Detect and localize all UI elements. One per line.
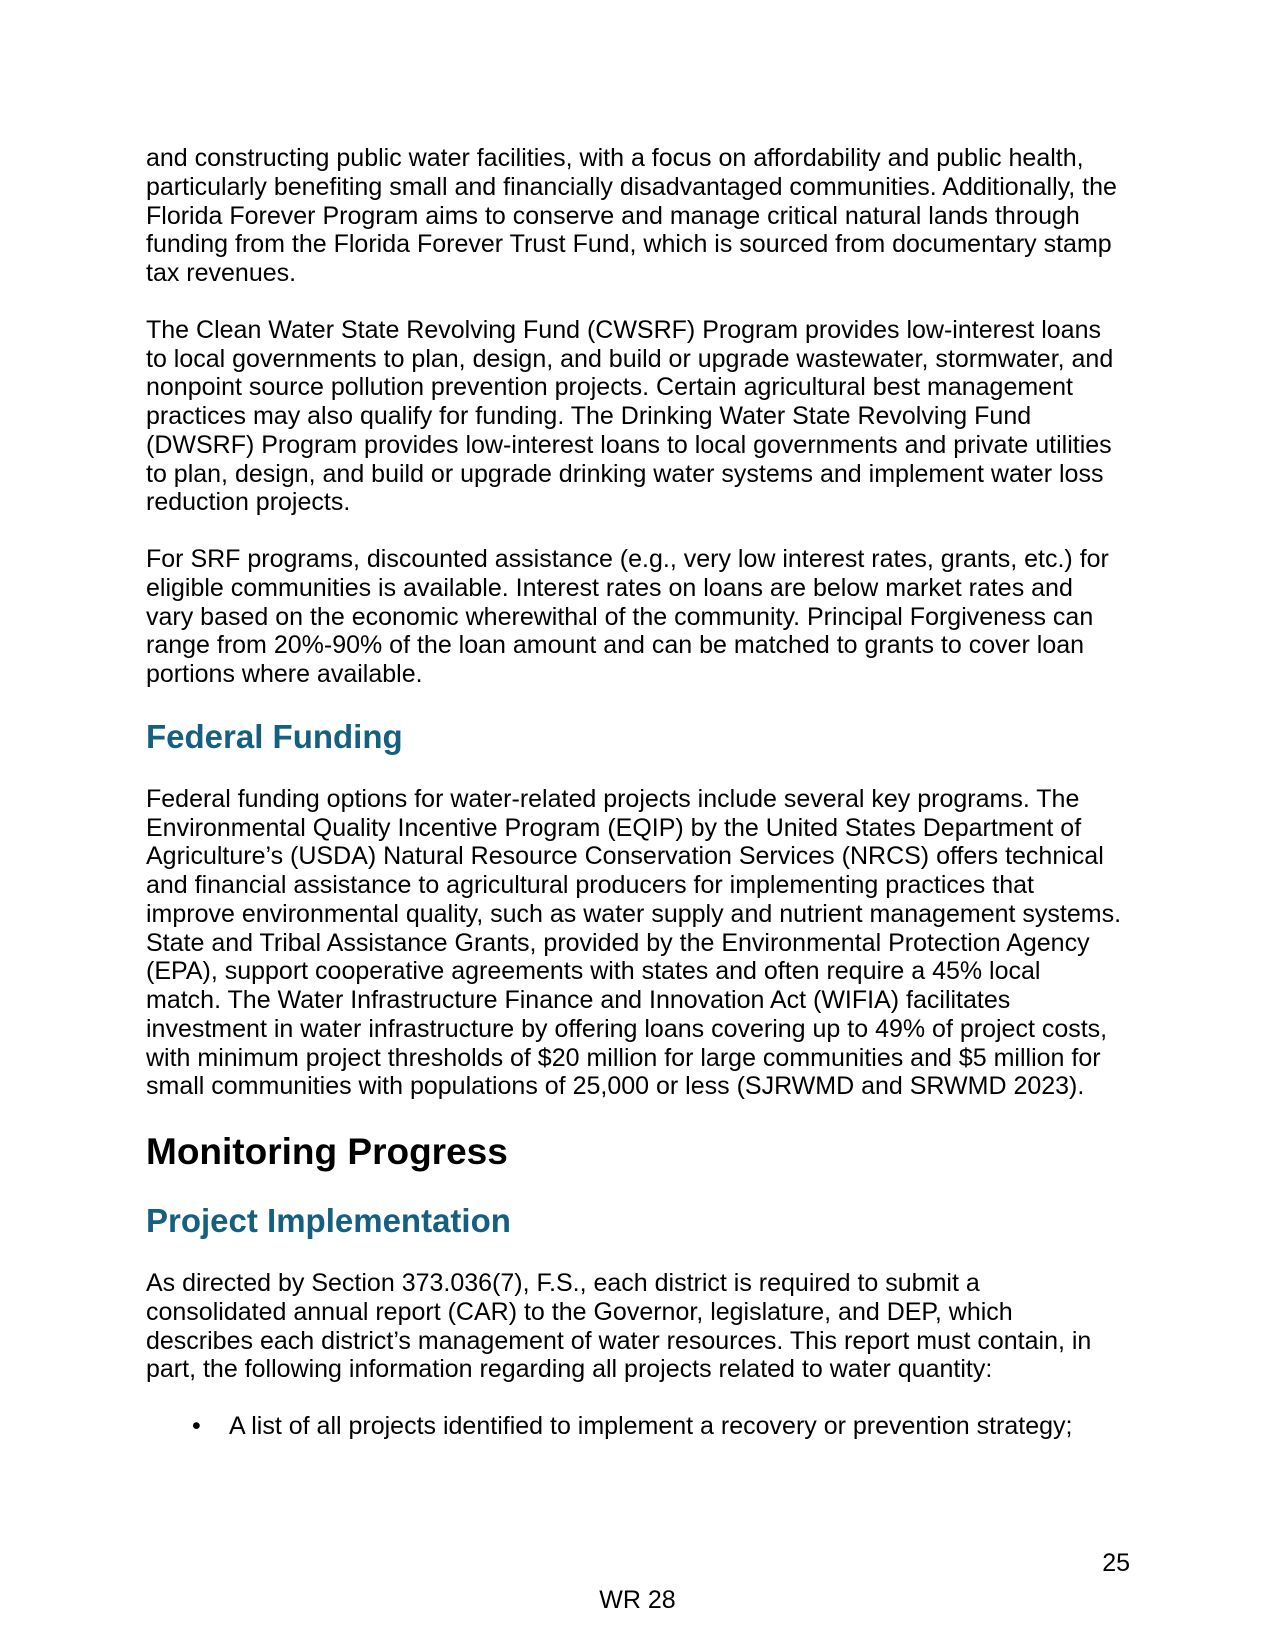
paragraph-project-implementation: As directed by Section 373.036(7), F.S., each district is required to submit a consolidated annual report (CAR) to the Governor, legislature, and DEP, which describes each district’s management of water resources. This report must contain, in part, the following information regarding all projects related to water quantity: — [146, 1269, 1092, 1384]
page-number: 25 — [1102, 1549, 1130, 1577]
heading-federal-funding: Federal Funding — [146, 717, 403, 755]
bullet-list — [146, 1412, 1121, 1441]
bullet-icon: • — [192, 1412, 201, 1440]
paragraph-federal-funding: Federal funding options for water-related projects include several key programs. The Environmental Quality Incentive Program (EQIP) by the United States Department of Agriculture’s (USDA) Natural Resource Conservation Services (NRCS) offers technical and financial assistance to agricultural producers for implementing practices that improve environmental quality, such as water supply and nutrient management systems. State and Tribal Assistance Grants, provided by the Environmental Protection Agency (EPA), support cooperative agreements with states and often require a 45% local match. The Water Infrastructure Finance and Innovation Act (WIFIA) facilitates investment in water infrastructure by offering loans covering up to 49% of project costs, with minimum project thresholds of $20 million for large communities and $5 million for small communities with populations of 25,000 or less (SJRWMD and SRWMD 2023). — [146, 784, 1122, 1101]
footer-doc-code: WR 28 — [599, 1586, 676, 1614]
list-item — [146, 1412, 1121, 1441]
heading-monitoring-progress: Monitoring Progress — [146, 1131, 508, 1172]
bullet-item-text: A list of all projects identified to implement a recovery or prevention strategy; — [229, 1412, 1073, 1440]
paragraph-state-programs-continued: and constructing public water facilities, with a focus on affordability and public health, particularly benefiting small and financially disadvantaged communities. Additionally, the Florida Forever Program aims to conserve and manage critical natural lands through funding from the Florida Forever Trust Fund, which is sourced from documentary stamp tax revenues. — [146, 144, 1117, 287]
paragraph-srf-programs: The Clean Water State Revolving Fund (CWSRF) Program provides low-interest loans to local governments to plan, design, and build or upgrade wastewater, stormwater, and nonpoint source pollution prevention projects. Certain agricultural best management practices may also qualify for funding. The Drinking Water State Revolving Fund (DWSRF) Program provides low-interest loans to local governments and private utilities to plan, design, and build or upgrade drinking water systems and implement water loss reduction projects. — [146, 315, 1114, 517]
paragraph-srf-assistance: For SRF programs, discounted assistance (e.g., very low interest rates, grants, etc.) for eligible communities is available. Interest rates on loans are below market rates and vary based on the economic wherewithal of the community. Principal Forgiveness can range from 20%-90% of the loan amount and can be matched to grants to cover loan portions where available. — [146, 545, 1109, 688]
heading-project-implementation: Project Implementation — [146, 1202, 511, 1239]
page-content — [146, 144, 1121, 1441]
